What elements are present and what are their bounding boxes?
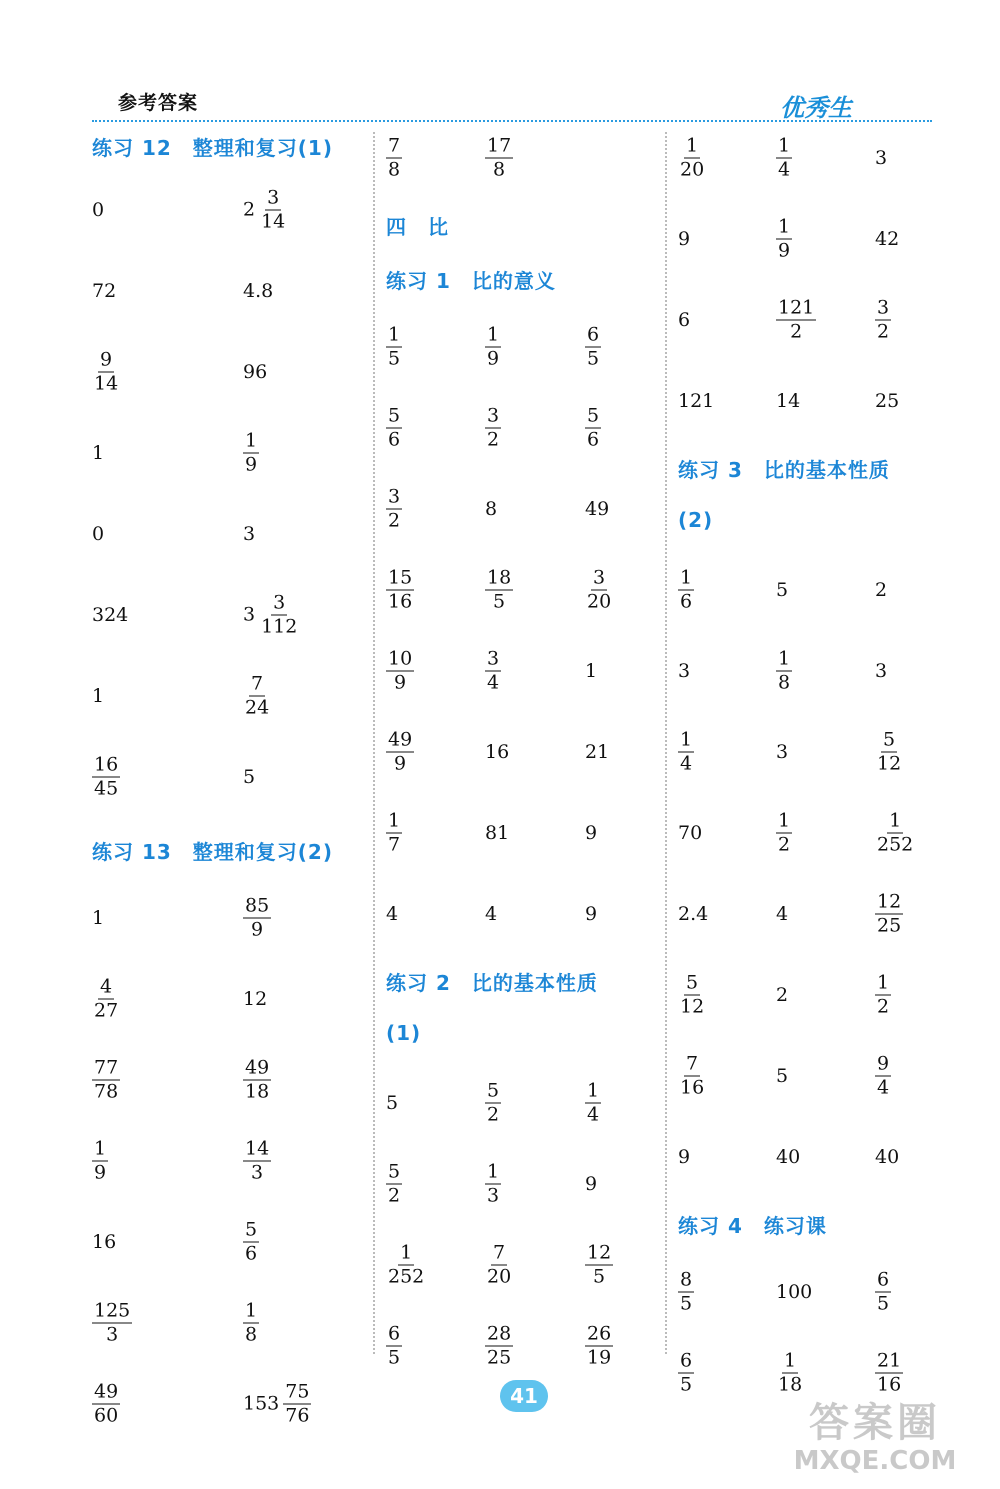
numerator: 3: [267, 186, 280, 209]
answer-fraction: [875, 891, 903, 938]
numerator: 3: [388, 485, 401, 508]
numerator: 3: [877, 296, 890, 319]
answer-value: 9: [678, 1146, 691, 1168]
answer-value: 1: [92, 685, 105, 707]
answer-value: 4: [485, 903, 498, 925]
answer-value: 1: [585, 660, 598, 682]
denominator: 4: [487, 671, 500, 694]
answer-fraction: [485, 1080, 501, 1127]
denominator: 6: [388, 428, 401, 451]
denominator: 7: [388, 833, 401, 856]
numerator: 49: [245, 1056, 270, 1079]
answer-fraction: [875, 810, 915, 857]
denominator: 9: [251, 918, 264, 941]
denominator: 5: [587, 347, 600, 370]
numerator: 28: [487, 1322, 512, 1345]
numerator: 1: [889, 809, 902, 832]
answer-value: 3: [875, 660, 888, 682]
numerator: 18: [487, 566, 512, 589]
denominator: 60: [94, 1404, 119, 1427]
section-heading: 练习 2 比的基本性质: [386, 971, 598, 995]
answer-fraction: [386, 486, 402, 533]
answer-fraction: [243, 1219, 259, 1266]
numerator: 1: [245, 429, 258, 452]
numerator: 125: [94, 1299, 131, 1322]
denominator: 14: [261, 210, 286, 233]
answer-fraction: [485, 405, 501, 452]
page-header: [0, 0, 1000, 130]
numerator: 9: [100, 348, 113, 371]
answer-fraction: [776, 648, 792, 695]
section-heading: 练习 1 比的意义: [386, 269, 556, 293]
denominator: 9: [394, 752, 407, 775]
numerator: 1: [388, 809, 401, 832]
numerator: 6: [388, 1322, 401, 1345]
answer-value: 16: [485, 741, 510, 763]
brand-logo: 优秀生: [780, 94, 852, 122]
denominator: 2: [877, 995, 890, 1018]
denominator: 2: [778, 833, 791, 856]
answer-value: 81: [485, 822, 510, 844]
answer-fraction: [485, 1323, 513, 1370]
answer-fraction: [485, 1161, 501, 1208]
numerator: 7: [251, 672, 264, 695]
numerator: 12: [877, 890, 902, 913]
numerator: 15: [388, 566, 413, 589]
denominator: 6: [245, 1242, 258, 1265]
header-divider: [92, 120, 932, 122]
denominator: 252: [388, 1265, 425, 1288]
answer-value: 2: [776, 984, 789, 1006]
numerator: 5: [686, 971, 699, 994]
denominator: 252: [877, 833, 914, 856]
answer-fraction: [678, 1350, 694, 1397]
denominator: 16: [877, 1373, 902, 1396]
answer-value: 5: [243, 766, 256, 788]
denominator: 76: [285, 1404, 310, 1427]
answer-fraction: [92, 1138, 108, 1185]
numerator: 6: [680, 1349, 693, 1372]
numerator: 8: [680, 1268, 693, 1291]
denominator: 5: [493, 590, 506, 613]
answer-value: 12: [243, 988, 268, 1010]
numerator: 1: [877, 971, 890, 994]
denominator: 5: [877, 1292, 890, 1315]
denominator: 18: [245, 1080, 270, 1103]
numerator: 3: [593, 566, 606, 589]
numerator: 49: [94, 1380, 119, 1403]
answer-fraction: [243, 1138, 271, 1185]
answer-fraction: [92, 976, 120, 1023]
denominator: 5: [680, 1373, 693, 1396]
denominator: 25: [487, 1346, 512, 1369]
denominator: 19: [587, 1346, 612, 1369]
denominator: 2: [487, 1103, 500, 1126]
denominator: 2: [877, 320, 890, 343]
numerator: 1: [388, 323, 401, 346]
answer-fraction: [243, 430, 259, 477]
numerator: 3: [273, 591, 286, 614]
whole-part: 3: [243, 603, 256, 626]
numerator: 3: [487, 647, 500, 670]
denominator: 8: [245, 1323, 258, 1346]
answer-fraction: [678, 1053, 706, 1100]
denominator: 8: [493, 158, 506, 181]
answer-value: 8: [485, 498, 498, 520]
answer-value: 9: [678, 228, 691, 250]
denominator: 12: [680, 995, 705, 1018]
numerator: 10: [388, 647, 413, 670]
answer-fraction: [585, 1080, 601, 1127]
answer-value: 5: [776, 579, 789, 601]
section-heading: (2): [678, 508, 714, 532]
section-heading: 练习 3 比的基本性质: [678, 458, 890, 482]
denominator: 6: [680, 590, 693, 613]
section-heading: 练习 12 整理和复习(1): [92, 136, 333, 160]
answer-fraction: [585, 1323, 613, 1370]
denominator: 16: [680, 1076, 705, 1099]
numerator: 1: [587, 1079, 600, 1102]
answer-value: 14: [776, 390, 801, 412]
answer-fraction: [585, 324, 601, 371]
answer-fraction: [678, 567, 694, 614]
numerator: 12: [587, 1241, 612, 1264]
answer-value: 3: [243, 523, 256, 545]
numerator: 85: [245, 894, 270, 917]
column-divider: [665, 132, 667, 1354]
numerator: 77: [94, 1056, 119, 1079]
numerator: 1: [778, 809, 791, 832]
answer-value: 49: [585, 498, 610, 520]
numerator: 75: [285, 1380, 310, 1403]
answer-value: 3: [776, 741, 789, 763]
header-title: 参考答案: [118, 92, 199, 114]
answer-value: 40: [875, 1146, 900, 1168]
answer-fraction: [678, 972, 706, 1019]
answer-value: 100: [776, 1281, 813, 1303]
answer-fraction: [875, 1350, 903, 1397]
denominator: 8: [388, 158, 401, 181]
answer-fraction: [386, 405, 402, 452]
answer-fraction: [776, 216, 792, 263]
answer-value: 4: [386, 903, 399, 925]
numerator: 5: [388, 1160, 401, 1183]
numerator: 1: [400, 1241, 413, 1264]
denominator: 78: [94, 1080, 119, 1103]
answer-fraction: [776, 1350, 804, 1397]
denominator: 9: [487, 347, 500, 370]
numerator: 9: [877, 1052, 890, 1075]
answer-value: 5: [776, 1065, 789, 1087]
answer-fraction: [485, 324, 501, 371]
answer-value: 0: [92, 523, 105, 545]
numerator: 1: [487, 323, 500, 346]
numerator: 1: [784, 1349, 797, 1372]
answer-fraction: [386, 135, 402, 182]
denominator: 18: [778, 1373, 803, 1396]
answer-fraction: [92, 1381, 120, 1428]
denominator: 8: [778, 671, 791, 694]
answer-fraction: [585, 405, 601, 452]
answer-fraction: [92, 349, 120, 396]
denominator: 9: [778, 239, 791, 262]
answer-fraction: [875, 297, 891, 344]
numerator: 6: [587, 323, 600, 346]
answer-fraction: [678, 135, 706, 182]
numerator: 7: [493, 1241, 506, 1264]
numerator: 1: [778, 215, 791, 238]
watermark: [760, 1400, 990, 1485]
numerator: 5: [388, 404, 401, 427]
answer-fraction: [585, 1242, 613, 1289]
denominator: 27: [94, 999, 119, 1022]
section-heading: 练习 4 练习课: [678, 1214, 827, 1238]
answer-fraction: [243, 1057, 271, 1104]
denominator: 45: [94, 777, 119, 800]
denominator: 6: [587, 428, 600, 451]
numerator: 6: [877, 1268, 890, 1291]
denominator: 9: [394, 671, 407, 694]
answer-value: 72: [92, 280, 117, 302]
denominator: 5: [388, 347, 401, 370]
numerator: 5: [587, 404, 600, 427]
numerator: 1: [680, 728, 693, 751]
answer-fraction: [386, 1161, 402, 1208]
numerator: 1: [778, 647, 791, 670]
numerator: 5: [883, 728, 896, 751]
answer-value: 324: [92, 604, 129, 626]
answer-value: 9: [585, 1173, 598, 1195]
answer-fraction: [92, 1057, 120, 1104]
answer-value: 96: [243, 361, 268, 383]
page-number: 41: [500, 1380, 548, 1412]
answer-fraction: [386, 810, 402, 857]
denominator: 9: [94, 1161, 107, 1184]
numerator: 17: [487, 134, 512, 157]
answer-value: 2: [875, 579, 888, 601]
answer-fraction: [386, 567, 414, 614]
answer-fraction: [386, 1323, 402, 1370]
numerator: 4: [100, 975, 113, 998]
numerator: 16: [94, 753, 119, 776]
numerator: 1: [680, 566, 693, 589]
answer-fraction: [875, 729, 903, 776]
denominator: 3: [251, 1161, 264, 1184]
section-heading: 练习 13 整理和复习(2): [92, 840, 333, 864]
denominator: 2: [790, 320, 803, 343]
answer-fraction: [585, 567, 613, 614]
answer-fraction: [386, 324, 402, 371]
denominator: 12: [877, 752, 902, 775]
denominator: 4: [680, 752, 693, 775]
numerator: 5: [245, 1218, 258, 1241]
answer-fraction: [678, 1269, 694, 1316]
answer-value: 121: [678, 390, 715, 412]
section-heading: (1): [386, 1021, 422, 1045]
whole-part: 2: [243, 198, 256, 221]
watermark-text: 答案圈: [809, 1400, 941, 1446]
answer-fraction: [875, 1053, 891, 1100]
denominator: 2: [388, 509, 401, 532]
numerator: 1: [686, 134, 699, 157]
denominator: 20: [587, 590, 612, 613]
answer-fraction: [485, 567, 513, 614]
answer-fraction: [678, 729, 694, 776]
denominator: 9: [245, 453, 258, 476]
denominator: 20: [487, 1265, 512, 1288]
denominator: 2: [487, 428, 500, 451]
denominator: 14: [94, 372, 119, 395]
answer-mixed-number: [243, 187, 287, 234]
answer-fraction: [485, 135, 513, 182]
denominator: 3: [106, 1323, 119, 1346]
answer-fraction: [92, 1300, 132, 1347]
denominator: 3: [487, 1184, 500, 1207]
answer-fraction: [776, 135, 792, 182]
numerator: 1: [487, 1160, 500, 1183]
answer-fraction: [485, 1242, 513, 1289]
answer-value: 9: [585, 822, 598, 844]
numerator: 1: [245, 1299, 258, 1322]
answer-value: 1: [92, 442, 105, 464]
answer-value: 42: [875, 228, 900, 250]
answer-fraction: [875, 1269, 891, 1316]
denominator: 24: [245, 696, 270, 719]
denominator: 4: [587, 1103, 600, 1126]
answer-fraction: [776, 810, 792, 857]
answer-fraction: [92, 754, 120, 801]
section-heading: 四 比: [386, 215, 449, 239]
whole-part: 153: [243, 1392, 280, 1415]
answer-fraction: [386, 729, 414, 776]
answer-fraction: [485, 648, 501, 695]
numerator: 14: [245, 1137, 270, 1160]
numerator: 49: [388, 728, 413, 751]
answer-value: 70: [678, 822, 703, 844]
denominator: 2: [388, 1184, 401, 1207]
answer-fraction: [776, 297, 816, 344]
numerator: 1: [94, 1137, 107, 1160]
denominator: 112: [261, 615, 298, 638]
denominator: 16: [388, 590, 413, 613]
answer-fraction: [386, 648, 414, 695]
answer-value: 4: [776, 903, 789, 925]
denominator: 25: [877, 914, 902, 937]
answer-value: 21: [585, 741, 610, 763]
answer-value: 16: [92, 1231, 117, 1253]
answer-value: 5: [386, 1092, 399, 1114]
answer-value: 2.4: [678, 903, 709, 925]
numerator: 26: [587, 1322, 612, 1345]
answer-value: 1: [92, 907, 105, 929]
answer-value: 3: [875, 147, 888, 169]
numerator: 7: [686, 1052, 699, 1075]
answer-value: 4.8: [243, 280, 274, 302]
numerator: 21: [877, 1349, 902, 1372]
answer-value: 25: [875, 390, 900, 412]
denominator: 5: [388, 1346, 401, 1369]
answer-value: 9: [585, 903, 598, 925]
answer-mixed-number: [243, 1381, 311, 1428]
numerator: 121: [778, 296, 815, 319]
numerator: 1: [778, 134, 791, 157]
watermark-url: MXQE.COM: [793, 1446, 957, 1476]
denominator: 4: [778, 158, 791, 181]
answer-mixed-number: [243, 592, 299, 639]
denominator: 4: [877, 1076, 890, 1099]
answer-value: 3: [678, 660, 691, 682]
column-divider: [373, 132, 375, 1354]
answer-value: 40: [776, 1146, 801, 1168]
numerator: 3: [487, 404, 500, 427]
answer-fraction: [243, 673, 271, 720]
denominator: 20: [680, 158, 705, 181]
answer-fraction: [243, 895, 271, 942]
denominator: 5: [593, 1265, 606, 1288]
numerator: 5: [487, 1079, 500, 1102]
answer-value: 6: [678, 309, 691, 331]
denominator: 5: [680, 1292, 693, 1315]
answer-fraction: [386, 1242, 426, 1289]
answer-fraction: [875, 972, 891, 1019]
answer-fraction: [243, 1300, 259, 1347]
answer-value: 0: [92, 199, 105, 221]
numerator: 7: [388, 134, 401, 157]
